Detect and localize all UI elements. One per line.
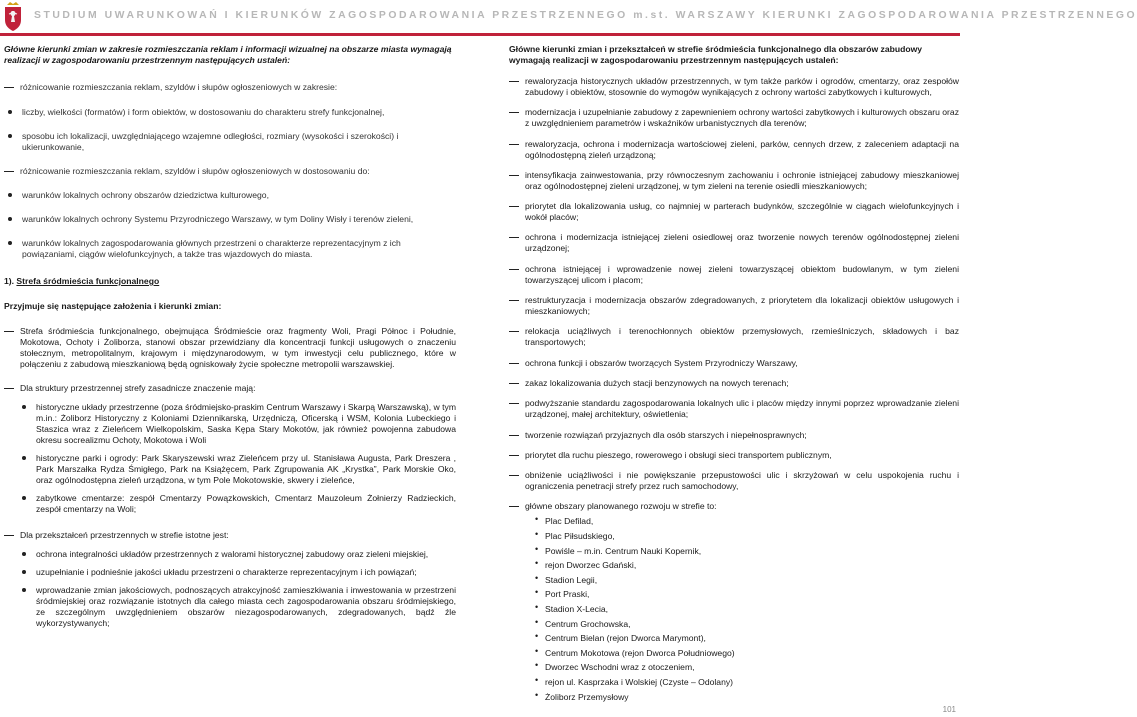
principle-paragraph-1: Strefa śródmieścia funkcjonalnego, obejmująca Śródmieście oraz fragmenty Woli, Pragi Północ i Południe, Mokotowa, Ochoty i Żoliborza, stanowi obszar przewidziany dla koncentracji funkcji usługowych o znaczeniu stołecznym, metropolitalnym, krajowym i międzynarodowym, w tym inwestycji celu publicznego, które w połączeniu z zabudową mieszkaniową będą ogniskowały życie społeczne metropolii warszawskiej. [4,326,456,370]
document-series-title: STUDIUM UWARUNKOWAŃ I KIERUNKÓW ZAGOSPODAROWANIA PRZESTRZENNEGO m.st. WARSZAWY KIERUNKI ZAGOSPODAROWANIA PRZESTRZENNEGO [34,10,1137,21]
list-item: liczby, wielkości (formatów) i form obiektów, w dostosowaniu do charakteru strefy funkcjonalnej, [4,107,456,118]
list-item: sposobu ich lokalizacji, uwzględniającego wzajemne odległości, rozmiary (wysokości i szerokości) i ukierunkowanie, [4,131,456,153]
planned-area-item: • rejon Dworzec Gdański, [509,560,959,571]
planned-area-item: • Stadion X-Lecia, [509,604,959,615]
advertising-dash-1: różnicowanie rozmieszczania reklam, szyldów i słupów ogłoszeniowych w zakresie: [4,82,456,93]
list-item: warunków lokalnych zagospodarowania głównych przestrzeni o charakterze reprezentacyjnym z ich powiązaniami, ciągów wielofunkcyjnych, a także tras wjazdowych do miasta. [4,238,456,260]
section-title: Strefa śródmieścia funkcjonalnego [16,276,160,286]
list-item: warunków lokalnych ochrony Systemu Przyrodniczego Warszawy, w tym Doliny Wisły i terenów zieleni, [4,214,456,225]
advertising-dash-2: różnicowanie rozmieszczania reklam, szyldów i słupów ogłoszeniowych w dostosowaniu do: [4,166,456,177]
direction-item: intensyfikacja zainwestowania, przy równoczesnym zachowaniu i ochronie istniejącej zabudowy mieszkaniowej oraz ogólnodostępnej zieleni urządzonej, w tym zieleni na terenie osiedli mieszkaniowych; [509,170,959,192]
development-directions-list [509,76,959,512]
direction-item: rewaloryzacja historycznych układów przestrzennych, w tym także parków i ogrodów, cmentarzy, oraz zespołów zabudowy i obiektów, stosownie do wymogów wynikających z ochrony wartości zabytkowych i kulturowych, [509,76,959,98]
list-item: ochrona integralności układów przestrzennych z walorami historycznej zabudowy oraz zieleni miejskiej, [18,549,456,560]
direction-item: priorytet dla ruchu pieszego, rowerowego i obsługi sieci transportem publicznym, [509,450,959,461]
direction-item: relokacja uciążliwych i terenochłonnych obiektów przemysłowych, rzemieślniczych, składowych i baz transportowych; [509,326,959,348]
page-header [0,0,1137,36]
left-column [4,44,456,629]
direction-item: tworzenie rozwiązań przyjaznych dla osób starszych i niepełnosprawnych; [509,430,959,441]
page-number: 101 [942,705,956,714]
planned-area-item: • Centrum Mokotowa (rejon Dworca Południowego) [509,648,959,659]
header-divider [0,33,960,36]
right-column [509,44,959,703]
list-item: uzupełnianie i podnieśnie jakości układu przestrzeni o charakterze reprezentacyjnym i ich powiązań; [18,567,456,578]
planned-area-item: • Powiśle – m.in. Centrum Nauki Kopernik, [509,546,959,557]
direction-item: podwyższanie standardu zagospodarowania lokalnych ulic i placów między innymi poprzez wprowadzanie zieleni urządzonej, małej architektury, oświetlenia; [509,398,959,420]
direction-item: zakaz lokalizowania dużych stacji benzynowych na nowych terenach; [509,378,959,389]
advertising-heading: Główne kierunki zmian w zakresie rozmieszczania reklam i informacji wizualnej na obszarze miasta wymagają realizacji w zagospodarowaniu przestrzennym następujących ustaleń: [4,44,452,65]
planned-area-item: • Stadion Legii, [509,575,959,586]
planned-area-item: • Centrum Bielan (rejon Dworca Marymont), [509,633,959,644]
direction-item: priorytet dla lokalizowania usług, co najmniej w parterach budynków, szczególnie w ciągach wielofunkcyjnych i wokół placów; [509,201,959,223]
list-item: wprowadzanie zmian jakościowych, podnoszących atrakcyjność zamieszkiwania i inwestowania w przestrzeni śródmiejskiej oraz rozwiązanie istotnych dla całego miasta cech zagospodarowania obszaru śródmiejskiego, ze szczególnym uwzględnieniem obszarów niezagospodarowanych, zdegradowanych, bądź źle wykorzystywanych; [18,585,456,629]
principle-paragraph-3: Dla przekształceń przestrzennych w strefie istotne jest: [4,530,456,541]
list-item: historyczne układy przestrzenne (poza śródmiejsko-praskim Centrum Warszawy i Skarpą Warszawską), w tym m.in.: Żoliborz Historyczny z Koloniami Dziennikarską, Urzędniczą, Oficerską i WSM, Kolonia Lubeckiego i Staszica wraz z Zieleńcem Wielkopolskim, Saska Kępa Stary Mokotów, jak również powojenna zabudowa okresu socrealizmu Ochoty, Mokotowa i Woli [18,402,456,446]
warsaw-coat-of-arms-icon [3,2,23,32]
planned-area-item: • Żoliborz Przemysłowy [509,692,959,703]
direction-item: ochrona i modernizacja istniejącej zieleni osiedlowej oraz tworzenie nowych terenów ogólnodostępnej zieleni urządzonej; [509,232,959,254]
section-header [4,276,456,287]
planned-area-item: • Centrum Grochowska, [509,619,959,630]
direction-item: restrukturyzacja i modernizacja obszarów zdegradowanych, z priorytetem dla lokalizacji obiektów usługowych i mieszkaniowych; [509,295,959,317]
list-item: warunków lokalnych ochrony obszarów dziedzictwa kulturowego, [4,190,456,201]
direction-item: obniżenie uciążliwości i nie powiększanie przepustowości ulic i skrzyżowań w celu uspokojenia ruchu i ograniczenia penetracji strefy przez ruch samochodowy, [509,470,959,492]
direction-item: rewaloryzacja, ochrona i modernizacja wartościowej zieleni, parków, cennych drzew, z zaleceniem adaptacji na ogólnodostępną zieleń urządzoną; [509,139,959,161]
planned-area-item: • Plac Defilad, [509,516,959,527]
section-number: 1). [4,276,15,286]
development-heading: Główne kierunki zmian i przekształceń w strefie śródmieścia funkcjonalnego dla obszarów zabudowy wymagają realizacji w zagospodarowaniu przestrzennym następujących ustaleń: [509,44,923,65]
planned-area-item: • Plac Piłsudskiego, [509,531,959,542]
planned-areas-list [509,516,959,702]
list-item: historyczne parki i ogrody: Park Skaryszewski wraz Zieleńcem przy ul. Stanisława Augusta, Park Dreszera , Park Marszałka Rydza Śmigłego, Park na Książęcem, Park Zgrupowania AK „Krystka”, Park Morskie Oko, oraz ogólnodostępna zieleń urządzona, w tym Pole Mokotowskie, skwery i zieleńce, [18,453,456,486]
planned-area-item: • Dworzec Wschodni wraz z otoczeniem, [509,662,959,673]
principles-heading: Przyjmuje się następujące założenia i kierunki zmian: [4,301,222,311]
direction-item: główne obszary planowanego rozwoju w strefie to: [509,501,959,512]
list-item: zabytkowe cmentarze: zespół Cmentarzy Powązkowskich, Cmentarz Mauzoleum Żołnierzy Radzieckich, zespół cmentarzy na Woli; [18,493,456,515]
direction-item: ochrona istniejącej i wprowadzenie nowej zieleni towarzyszącej obiektom budowlanym, w tym zieleni towarzyszącej ulicom i placom; [509,264,959,286]
planned-area-item: • rejon ul. Kasprzaka i Wolskiej (Czyste – Odolany) [509,677,959,688]
direction-item: modernizacja i uzupełnianie zabudowy z zapewnieniem ochrony wartości zabytkowych i kulturowych obszaru oraz z uwzględnieniem parametrów i wskaźników urbanistycznych dla terenów; [509,107,959,129]
principle-paragraph-2: Dla struktury przestrzennej strefy zasadnicze znaczenie mają: [4,383,456,394]
direction-item: ochrona funkcji i obszarów tworzących System Przyrodniczy Warszawy, [509,358,959,369]
planned-area-item: • Port Praski, [509,589,959,600]
